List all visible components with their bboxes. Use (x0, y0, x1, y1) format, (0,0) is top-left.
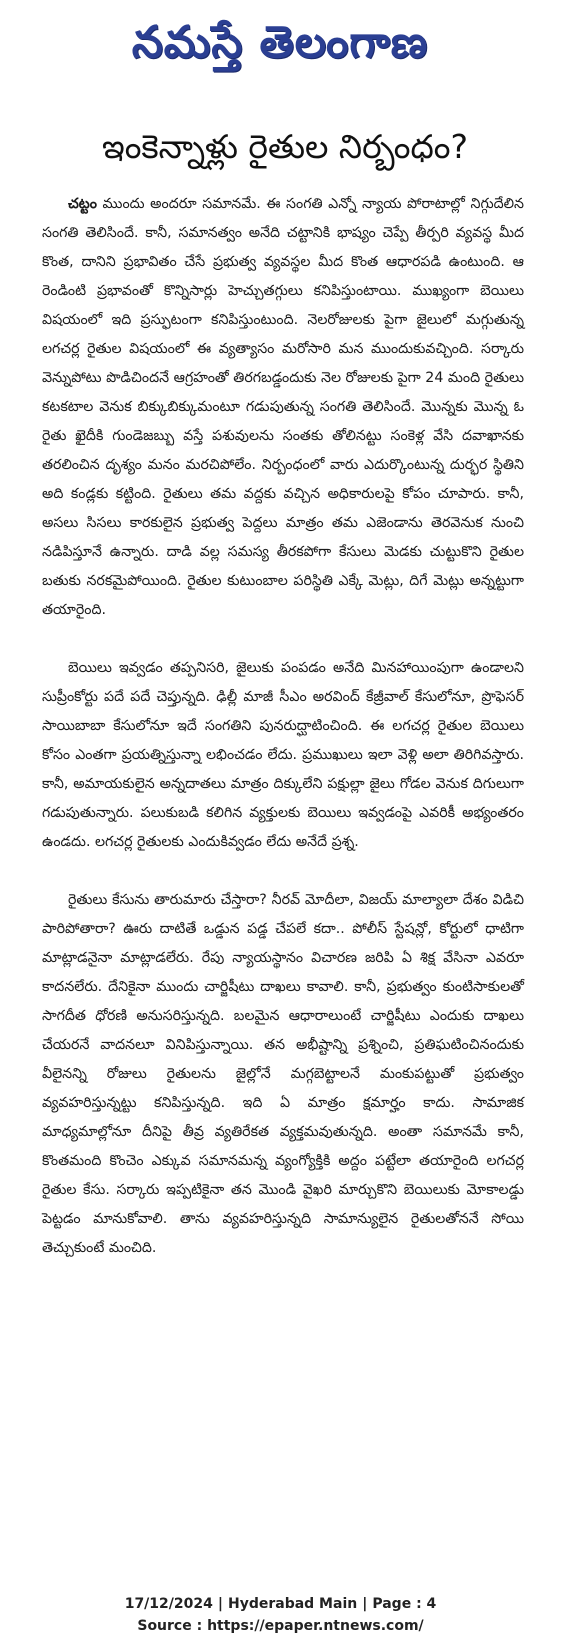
article-paragraph-3: రైతులు కేసును తారుమారు చేస్తారా? నీరవ్ మోదీలా, విజయ్ మాల్యాలా దేశం విడిచి పారిపోతారా? ఊరు దాటితే ఒడ్డున పడ్డ చేపలే కదా.. పోలీస్ స్టేషన్లో, కోర్టులో ధాటిగా మాట్లాడనైనా మాట్లాడలేరు. రేపు న్యాయస్థానం విచారణ జరిపి ఏ శిక్ష వేసినా ఎవరూ కాదనలేరు. దేనికైనా ముందు చార్జిషీటు దాఖలు కావాలి. కానీ, ప్రభుత్వం కుంటిసాకులతో సాగదీత ధోరణి అనుసరిస్తున్నది. బలమైన ఆధారాలుంటే చార్జిషీటు ఎందుకు దాఖలు చేయరనే వాదనలూ వినిపిస్తున్నాయి. తన అభీష్టాన్ని ప్రశ్నించి, ప్రతిఘటించినందుకు వీలైనన్ని రోజులు రైతులను జైల్లోనే మగ్గబెట్టాలనే మంకుపట్టుతో ప్రభుత్వం వ్యవహరిస్తున్నట్టు కనిపిస్తున్నది. ఇది ఏ మాత్రం క్షమార్హం కాదు. సామాజిక మాధ్యమాల్లోనూ దీనిపై తీవ్ర వ్యతిరేకత వ్యక్తమవుతున్నది. అంతా సమానమే కానీ, కొంతమంది కొంచెం ఎక్కువ సమానమన్న వ్యంగ్యోక్తికి అద్దం పట్టేలా తయారైంది లగచర్ల రైతుల కేసు. సర్కారు ఇప్పటికైనా తన మొండి వైఖరి మార్చుకొని బెయిలుకు మోకాలడ్డు పెట్టడం మానుకోవాలి. తాను వ్యవహరిస్తున్నది సామాన్యులైన రైతులతోననే సోయి తెచ్చుకుంటే మంచిది. (42, 892, 524, 1256)
article-body (42, 190, 524, 1263)
footer (0, 1593, 561, 1637)
article-paragraph-2: బెయిలు ఇవ్వడం తప్పనిసరి, జైలుకు పంపడం అనేది మినహాయింపుగా ఉండాలని సుప్రీంకోర్టు పదే పదే చెప్తున్నది. ఢిల్లీ మాజీ సీఎం అరవింద్ కేజ్రీవాల్ కేసులోనూ, ప్రొఫెసర్ సాయిబాబా కేసులోనూ ఇదే సంగతిని పునరుద్ఘాటించింది. ఈ లగచర్ల రైతుల బెయిలు కోసం ఎంతగా ప్రయత్నిస్తున్నా లభించడం లేదు. ప్రముఖులు ఇలా వెళ్లి అలా తిరిగివస్తారు. కానీ, అమాయకులైన అన్నదాతలు మాత్రం దిక్కులేని పక్షుల్లా జైలు గోడల వెనుక దిగులుగా గడుపుతున్నారు. పలుకుబడి కలిగిన వ్యక్తులకు బెయిలు ఇవ్వడంపై ఎవరికీ అభ్యంతరం ఉండదు. లగచర్ల రైతులకు ఎందుకివ్వడం లేదు అనేదే ప్రశ్న. (42, 660, 524, 850)
paragraph-1-text: ముందు అందరూ సమానమే. ఈ సంగతి ఎన్నో న్యాయ పోరాటాల్లో నిగ్గుదేలిన సంగతి తెలిసిందే. కానీ, సమానత్వం అనేది చట్టానికి భాష్యం చెప్పే తీర్పరి వ్యవస్థ మీద కొంత, దానిని ప్రభావితం చేసే ప్రభుత్వ వ్యవస్థల మీద కొంత ఆధారపడి ఉంటుంది. ఆ రెండింటి ప్రభావంతో కొన్నిసార్లు హెచ్చుతగ్గులు కనిపిస్తుంటాయి. ముఖ్యంగా బెయిలు విషయంలో ఇది ప్రస్ఫుటంగా కనిపిస్తుంటుంది. నెలరోజులకు పైగా జైలులో మగ్గుతున్న లగచర్ల రైతుల విషయంలో ఈ వ్యత్యాసం మరోసారి మన ముందుకువచ్చింది. సర్కారు వెన్నుపోటు పొడిచిందనే ఆగ్రహంతో తిరగబడ్డందుకు నెల రోజులకు పైగా 24 మంది రైతులు కటకటాల వెనుక బిక్కుబిక్కుమంటూ గడుపుతున్న సంగతి తెలిసిందే. మొన్నకు మొన్న ఓ రైతు ఖైదీకి గుండెజబ్బు వస్తే పశువులను సంతకు తోలినట్టు సంకెళ్ల వేసి దవాఖానకు తరలించిన దృశ్యం మనం మరచిపోలేం. నిర్బంధంలో వారు ఎదుర్కొంటున్న దుర్భర స్థితిని అది కండ్లకు కట్టింది. రైతులు తమ వద్దకు వచ్చిన అధికారులపై కోపం చూపారు. కానీ, అసలు సిసలు కారకులైన ప్రభుత్వ పెద్దలు మాత్రం తమ ఎజెండాను తెరవెనుక నుంచి నడిపిస్తూనే ఉన్నారు. దాడి వల్ల సమస్య తీరకపోగా కేసులు మెడకు చుట్టుకొని రైతుల బతుకు నరకమైపోయింది. రైతుల కుటుంబాల పరిస్థితి ఎక్కే మెట్లు, దిగే మెట్లు అన్నట్టుగా తయారైంది. (42, 196, 524, 618)
article-paragraph-1 (42, 190, 524, 625)
footer-date: 17/12/2024 (124, 1596, 213, 1612)
masthead-logo: నమస్తే తెలంగాణ (131, 17, 429, 68)
lead-word: చట్టం (68, 196, 97, 212)
footer-edition: Hyderabad Main (227, 1596, 358, 1612)
footer-source-url[interactable]: https://epaper.ntnews.com/ (207, 1618, 424, 1634)
masthead (90, 12, 470, 74)
footer-source-label: Source : (137, 1618, 203, 1634)
footer-meta: 17/12/2024 | Hyderabad Main | Page : 4 (124, 1596, 437, 1612)
footer-page: Page : 4 (372, 1596, 437, 1612)
article-headline: ఇంకెన్నాళ్లు రైతుల నిర్బంధం? (101, 127, 469, 166)
footer-source (0, 1615, 561, 1637)
